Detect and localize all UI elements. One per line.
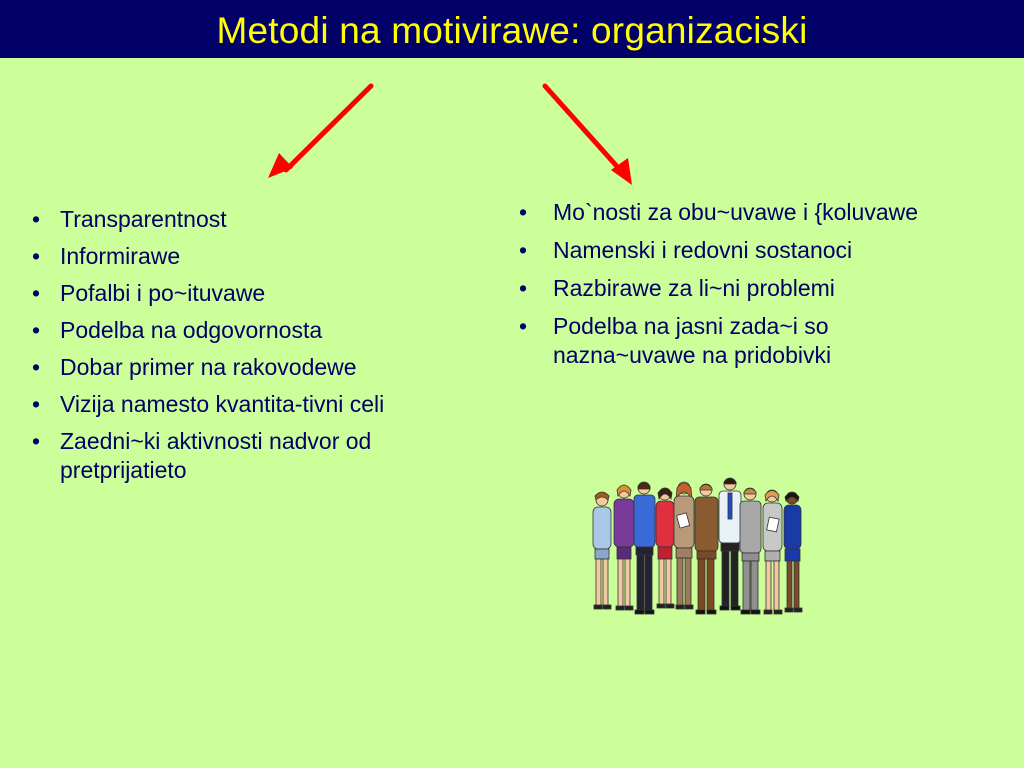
list-item xyxy=(517,312,957,370)
list-item-text: Pofalbi i po~ituvawe xyxy=(60,280,266,306)
down-left-arrow-icon xyxy=(268,86,371,178)
list-item xyxy=(30,242,470,271)
slide-title: Metodi na motivirawe: organizaciski xyxy=(216,9,808,51)
list-item xyxy=(517,198,957,227)
bullet-icon: • xyxy=(519,237,528,263)
list-item-text: Podelba na jasni zada~i so nazna~uvawe na pridobivki xyxy=(553,313,832,368)
list-item-text: Razbirawe za li~ni problemi xyxy=(553,275,835,301)
group-of-people-clipart xyxy=(584,474,810,624)
bullet-icon: • xyxy=(32,280,41,306)
list-item xyxy=(30,205,470,234)
list-item xyxy=(517,236,957,265)
bullet-icon: • xyxy=(519,313,528,339)
list-item-text: Vizija namesto kvantita-tivni celi xyxy=(60,391,385,417)
list-item-text: Podelba na odgovornosta xyxy=(60,317,323,343)
bullet-icon: • xyxy=(32,317,41,343)
list-item-text: Dobar primer na rakovodewe xyxy=(60,354,357,380)
bullet-icon: • xyxy=(32,391,41,417)
bullet-icon: • xyxy=(32,243,41,269)
bullet-icon: • xyxy=(519,199,528,225)
list-item xyxy=(30,279,470,308)
list-item-text: Transparentnost xyxy=(60,206,227,232)
list-item xyxy=(30,427,470,485)
list-item xyxy=(30,316,470,345)
list-item xyxy=(517,274,957,303)
bullet-icon: • xyxy=(32,428,41,454)
down-right-arrow-icon xyxy=(545,86,632,185)
list-item xyxy=(30,353,470,382)
list-item-text: Zaedni~ki aktivnosti nadvor od pretprijatieto xyxy=(60,428,372,483)
list-item-text: Informirawe xyxy=(60,243,181,269)
list-item-text: Mo`nosti za obu~uvawe i {koluvawe xyxy=(553,199,919,225)
bullet-icon: • xyxy=(519,275,528,301)
list-item xyxy=(30,390,470,419)
bullet-icon: • xyxy=(32,354,41,380)
bullet-icon: • xyxy=(32,206,41,232)
arrows-graphic xyxy=(0,0,1024,200)
right-bullet-list xyxy=(517,198,957,379)
list-item-text: Namenski i redovni sostanoci xyxy=(553,237,853,263)
left-bullet-list xyxy=(30,205,470,493)
